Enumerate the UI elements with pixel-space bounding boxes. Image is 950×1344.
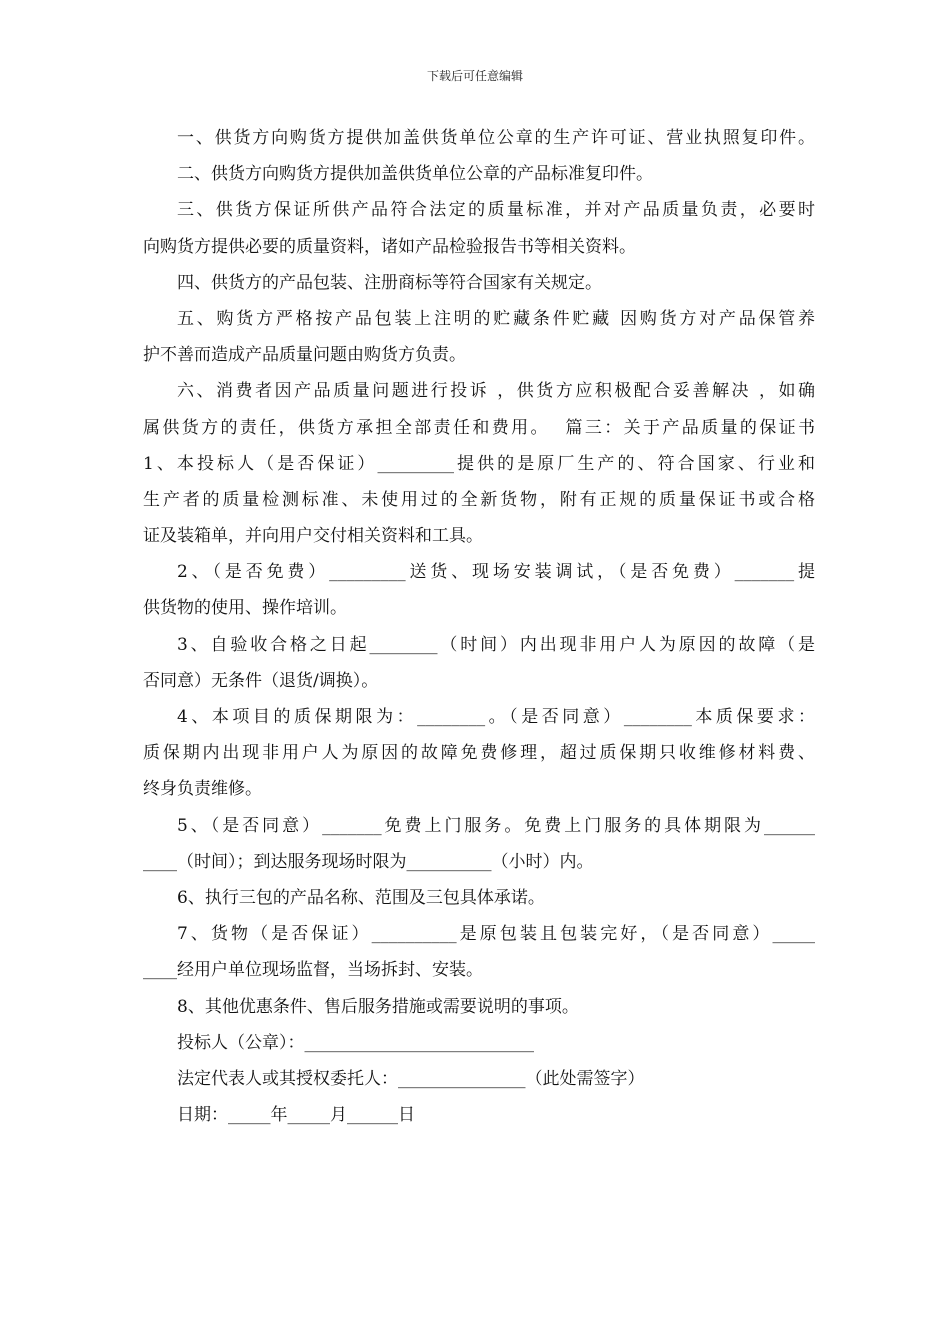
warranty-item-4-line-1: 4、本项目的质保期限为：________。（是否同意）________本质保要求： <box>177 707 815 727</box>
warranty-item-8: 8、其他优惠条件、售后服务措施或需要说明的事项。 <box>177 996 579 1017</box>
page-header: 下载后可任意编辑 <box>426 69 523 83</box>
warranty-item-5-line-1: 5、（是否同意）_______免费上门服务。免费上门服务的具体期限为______ <box>177 815 815 836</box>
clause-2: 二、供货方向购货方提供加盖供货单位公章的产品标准复印件。 <box>177 164 653 185</box>
clause-5-line-1: 五、购货方严格按产品包装上注明的贮藏条件贮藏 因购货方对产品保管养 <box>177 308 815 329</box>
warranty-item-3-line-2: 否同意）无条件（退货/调换）。 <box>143 670 379 691</box>
warranty-item-2-line-1: 2、（是否免费）_________送货、现场安装调试，（是否免费）_______提 <box>177 562 815 583</box>
clause-3-line-2: 向购货方提供必要的质量资料，诸如产品检验报告书等相关资料。 <box>143 236 636 257</box>
warranty-item-5-line-2: ____（时间）；到达服务现场时限为__________（小时）内。 <box>143 851 594 872</box>
warranty-item-7-line-1: 7、货物（是否保证）__________是原包装且包装完好，（是否同意）_____ <box>177 924 815 945</box>
document-body <box>143 120 815 1133</box>
warranty-item-1-line-3: 证及装箱单，并向用户交付相关资料和工具。 <box>143 526 483 547</box>
warranty-item-4-line-3: 终身负责维修。 <box>143 779 262 800</box>
warranty-item-2-line-2: 供货物的使用、操作培训。 <box>143 598 347 619</box>
clause-5-line-2: 护不善而造成产品质量问题由购货方负责。 <box>143 345 466 366</box>
clause-6-line-2: 属供货方的责任，供货方承担全部责任和费用。 篇三：关于产品质量的保证书 <box>143 417 815 438</box>
date-field: 日期：_____年_____月______日 <box>177 1105 415 1126</box>
warranty-item-1-line-2: 生产者的质量检测标准、未使用过的全新货物，附有正规的质量保证书或合格 <box>143 489 815 510</box>
warranty-item-1-line-1: 1、本投标人（是否保证）_________提供的是原厂生产的、符合国家、行业和 <box>143 453 815 474</box>
legal-representative-field: 法定代表人或其授权委托人：_______________（此处需签字） <box>177 1068 645 1089</box>
clause-4: 四、供货方的产品包装、注册商标等符合国家有关规定。 <box>177 272 602 293</box>
clause-3-line-1: 三、供货方保证所供产品符合法定的质量标准，并对产品质量负责，必要时 <box>177 200 815 221</box>
warranty-item-4-line-2: 质保期内出现非用户人为原因的故障免费修理，超过质保期只收维修材料费、 <box>143 743 815 764</box>
warranty-item-7-line-2: ____经用户单位现场监督，当场拆封、安装。 <box>143 960 483 981</box>
clause-6-line-1: 六、消费者因产品质量问题进行投诉 ，供货方应积极配合妥善解决 ，如确 <box>177 381 815 402</box>
bidder-seal-field: 投标人（公章）：___________________________ <box>177 1032 534 1053</box>
warranty-item-3-line-1: 3、自验收合格之日起________（时间）内出现非用户人为原因的故障（是 <box>177 634 815 655</box>
clause-1: 一、供货方向购货方提供加盖供货单位公章的生产许可证、营业执照复印件。 <box>177 128 815 148</box>
warranty-item-6: 6、执行三包的产品名称、范围及三包具体承诺。 <box>177 887 545 908</box>
